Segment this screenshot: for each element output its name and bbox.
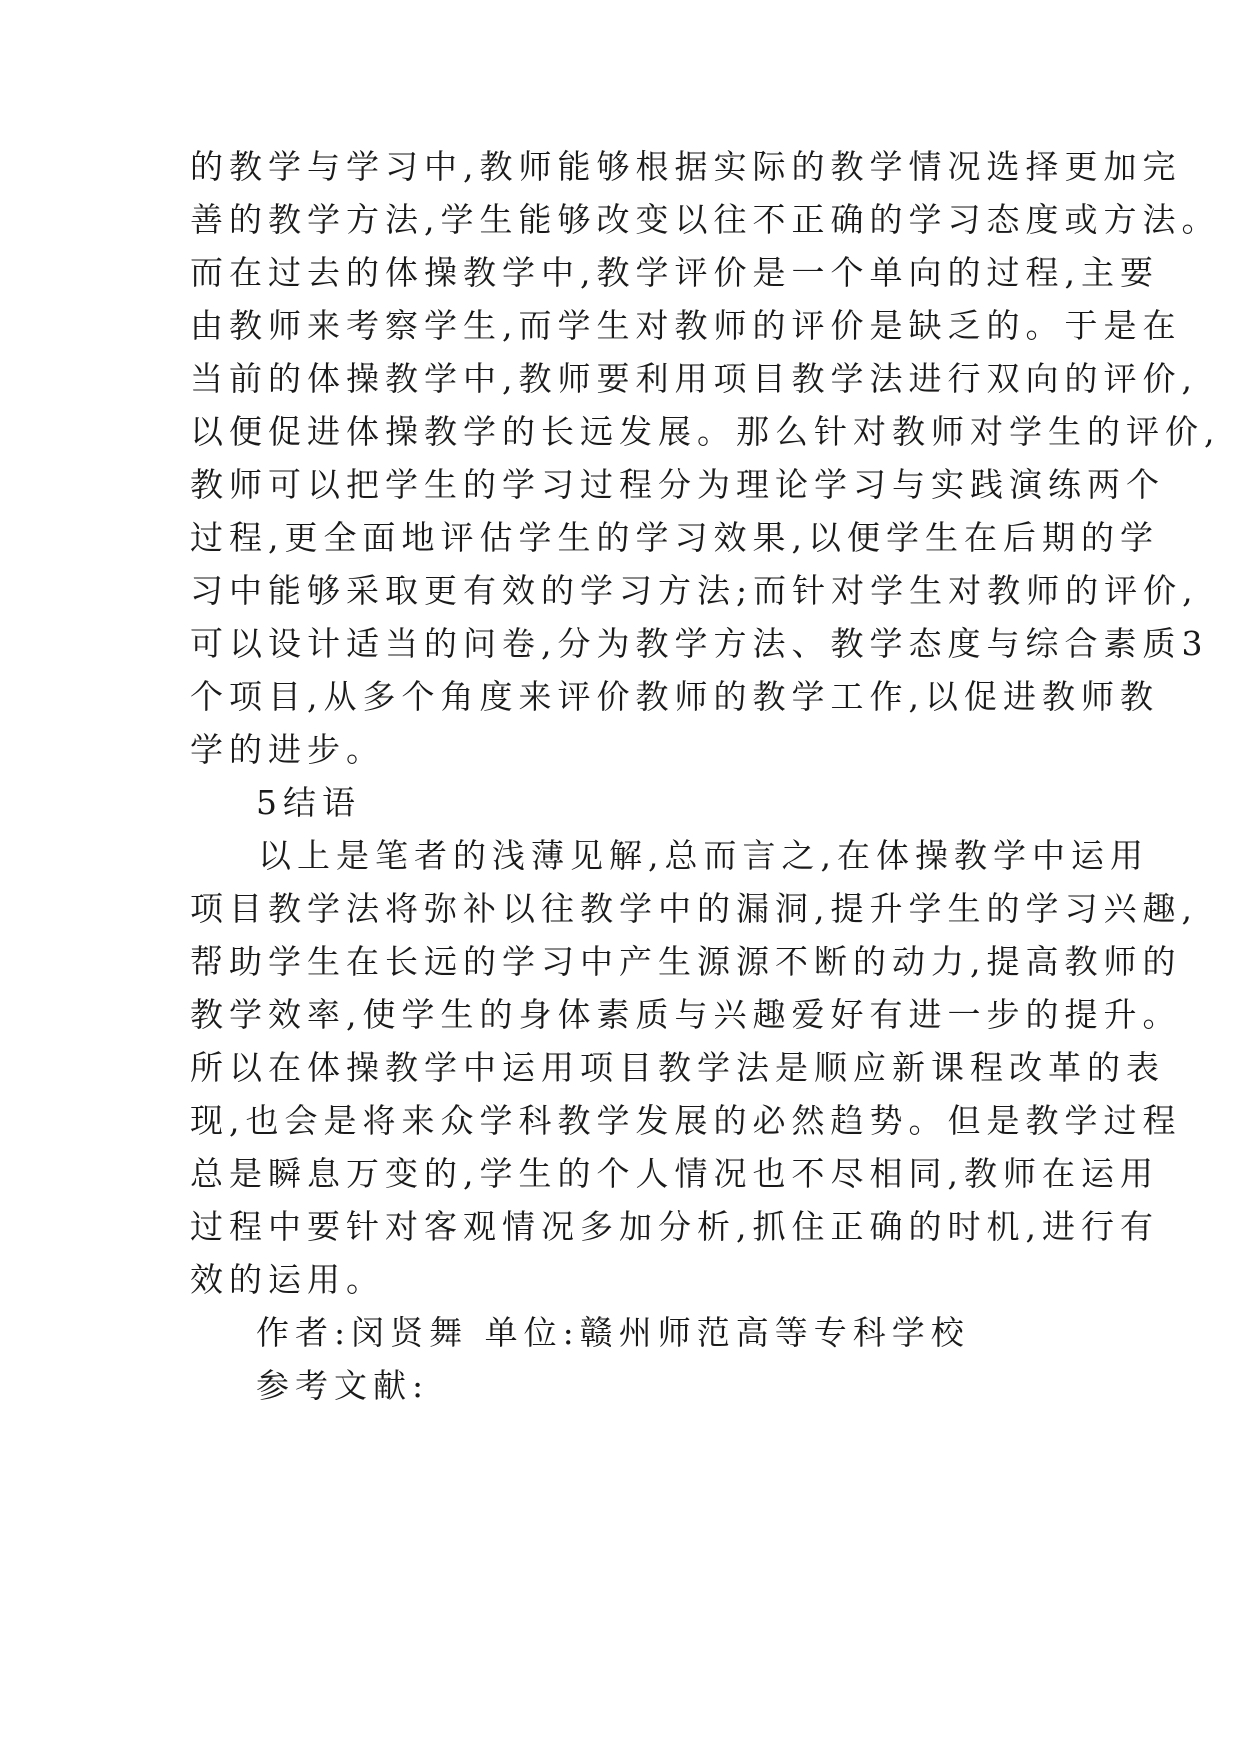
text-line: 项目教学法将弥补以往教学中的漏洞,提升学生的学习兴趣, bbox=[190, 889, 1198, 928]
text-line: 过程,更全面地评估学生的学习效果,以便学生在后期的学 bbox=[190, 518, 1159, 557]
text-line: 可以设计适当的问卷,分为教学方法、教学态度与综合素质3 bbox=[190, 624, 1209, 663]
text-line: 当前的体操教学中,教师要利用项目教学法进行双向的评价, bbox=[190, 359, 1198, 398]
text-line: 教学效率,使学生的身体素质与兴趣爱好有进一步的提升。 bbox=[190, 995, 1182, 1034]
text-line: 学的进步。 bbox=[190, 730, 385, 769]
text-line: 个项目,从多个角度来评价教师的教学工作,以促进教师教 bbox=[190, 677, 1159, 716]
text-line: 习中能够采取更有效的学习方法;而针对学生对教师的评价, bbox=[190, 571, 1199, 610]
text-line: 以便促进体操教学的长远发展。那么针对教师对学生的评价, bbox=[190, 412, 1221, 451]
text-line: 教师可以把学生的学习过程分为理论学习与实践演练两个 bbox=[190, 465, 1165, 504]
text-line: 以上是笔者的浅薄见解,总而言之,在体操教学中运用 bbox=[258, 836, 1149, 875]
text-line: 过程中要针对客观情况多加分析,抓住正确的时机,进行有 bbox=[190, 1207, 1159, 1246]
text-line: 善的教学方法,学生能够改变以往不正确的学习态度或方法。 bbox=[190, 200, 1221, 239]
text-line: 总是瞬息万变的,学生的个人情况也不尽相同,教师在运用 bbox=[190, 1154, 1159, 1193]
text-line: 的教学与学习中,教师能够根据实际的教学情况选择更加完 bbox=[190, 147, 1182, 186]
text-line: 效的运用。 bbox=[190, 1260, 385, 1299]
text-line: 所以在体操教学中运用项目教学法是顺应新课程改革的表 bbox=[190, 1048, 1165, 1087]
text-line: 现,也会是将来众学科教学发展的必然趋势。但是教学过程 bbox=[190, 1101, 1182, 1140]
text-line: 而在过去的体操教学中,教学评价是一个单向的过程,主要 bbox=[190, 253, 1159, 292]
references-heading: 参考文献: bbox=[256, 1366, 430, 1405]
text-line: 帮助学生在长远的学习中产生源源不断的动力,提高教师的 bbox=[190, 942, 1182, 981]
section-heading: 5结语 bbox=[256, 783, 361, 822]
text-line: 由教师来考察学生,而学生对教师的评价是缺乏的。于是在 bbox=[190, 306, 1182, 345]
author-line: 作者:闵贤舞 单位:赣州师范高等专科学校 bbox=[256, 1313, 970, 1352]
